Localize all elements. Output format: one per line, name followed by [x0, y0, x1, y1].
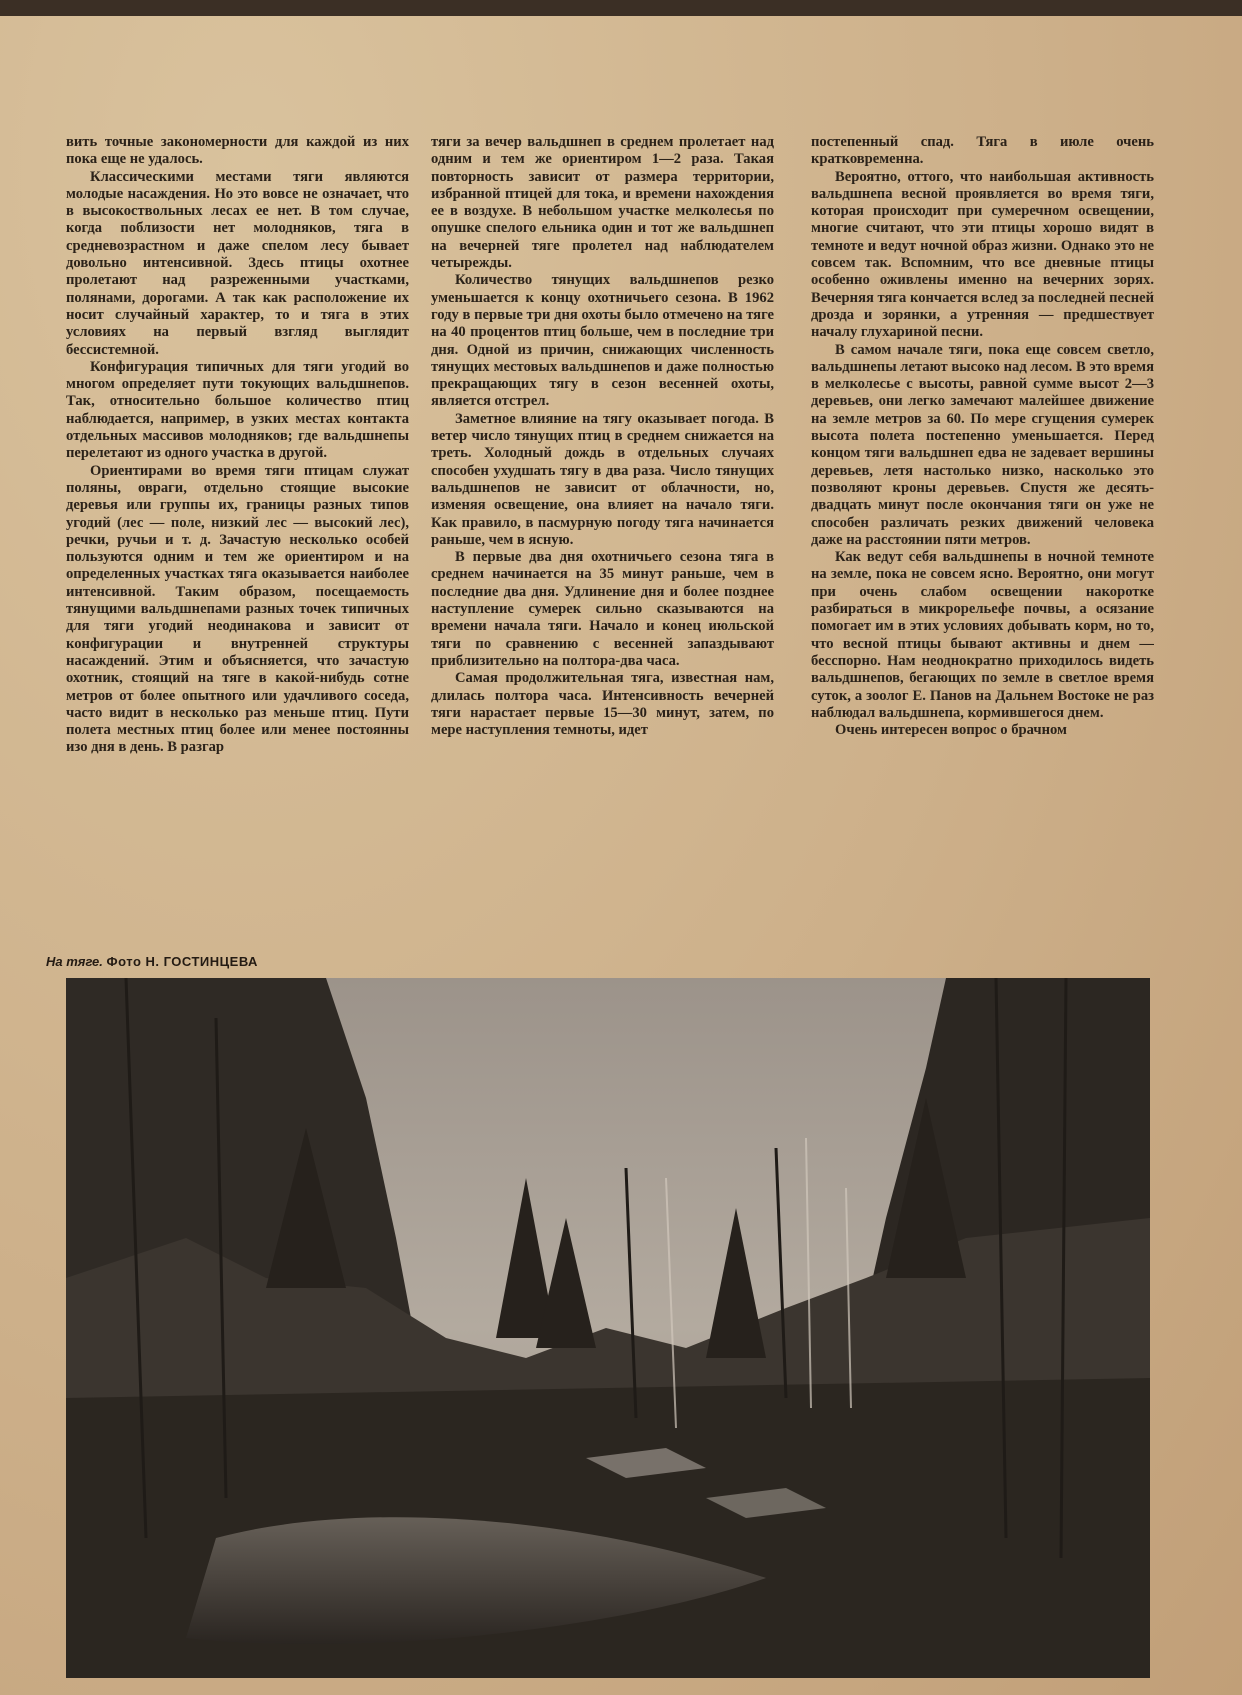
caption-credit: Фото Н. ГОСТИНЦЕВА: [106, 954, 258, 969]
paragraph: Ориентирами во время тяги птицам служат поляны, овраги, отдельно стоящие высокие деревья или группы их, границы разных типов угодий (лес — поле, низкий лес — высокий лес), речки, ручьи и т. д. Зачастую несколько особей пользуются одним и тем же ориентиром и на определенных участках тяга оказывается наиболее интенсивной. Таким образом, посещаемость тянущими вальдшнепами разных точек типичных для тяги угодий неодинакова и зависит от конфигурации и внутренней структуры насаждений. Этим и объясняется, что зачастую охотник, стоящий на тяге в какой-нибудь сотне метров от более опытного или удачливого соседа, часто видит в несколько раз меньше птиц. Пути полета местных птиц более или менее постоянны изо дня в день. В разгар: [66, 462, 409, 756]
paragraph: В первые два дня охотничьего сезона тяга в среднем начинается на 35 минут раньше, чем в последние два дня. Удлинение дня и более позднее наступление сумерек сильно сказываются на времени начала тяги. Начало и конец июльской тяги по сравнению с весенней запаздывают приблизительно на полтора-два часа.: [431, 549, 774, 669]
paragraph: вить точные закономерности для каждой из них пока еще не удалось.: [66, 134, 409, 168]
paragraph: Классическими местами тяги являются молодые насаждения. Но это вовсе не означает, что в высокоствольных лесах ее нет. В том случае, когда поблизости нет молодняков, тяга в средневозрастном и даже спелом лесу бывает довольно интенсивной. Здесь птицы охотнее пролетают над разреженными участками, полянами, дорогами. А так как расположение их носит случайный характер, то и тяга в этих условиях на первый взгляд выглядит бессистемной.: [66, 168, 409, 358]
article-column-1: [66, 134, 409, 934]
paragraph: Заметное влияние на тягу оказывает погода. В ветер число тянущих птиц в среднем снижается на треть. Холодный дождь в отдельных случаях способен ухудшать тягу в два раза. Число тянущих вальдшнепов не зависит от облачности, но, изменяя освещение, она влияет на начало тяги. Как правило, в пасмурную погоду тяга начинается раньше, чем в ясную.: [431, 410, 774, 548]
forest-photo: [66, 978, 1150, 1678]
paragraph: Очень интересен вопрос о брачном: [835, 722, 1067, 739]
paragraph: Количество тянущих вальдшнепов резко уменьшается к концу охотничьего сезона. В 1962 году в первые три дня охоты было отмечено на тяге на 40 процентов птиц больше, чем в последние три дня. Одной из причин, снижающих численность тянущих местовых вальдшнепов и даже полностью прекращающих тягу в сезон весенней охоты, является отстрел.: [431, 272, 774, 410]
paragraph: постепенный спад. Тяга в июле очень кратковременна.: [811, 134, 1154, 168]
forest-photo-image: [66, 978, 1150, 1678]
caption-label: На тяге.: [46, 954, 103, 969]
page-top-edge: [0, 0, 1242, 16]
article-column-3: [811, 134, 1154, 934]
photo-caption: [46, 954, 258, 969]
paragraph: Вероятно, оттого, что наибольшая активность вальдшнепа весной проявляется во время тяги, которая происходит при сумеречном освещении, многие считают, что эти птицы хорошо видят в темноте и ведут ночной образ жизни. Однако это не совсем так. Вспомним, что все дневные птицы особенно оживлены именно на вечерних зорях. Вечерняя тяга кончается вслед за последней песней дрозда и зорянки, а утренняя — предшествует началу глухариной песни.: [811, 168, 1154, 341]
paragraph: Конфигурация типичных для тяги угодий во многом определяет пути токующих вальдшнепов. Так, относительно большое количество птиц наблюдается, например, в узких местах контакта отдельных массивов молодняков; где вальдшнепы перелетают из одного участка в другой.: [66, 358, 409, 462]
paragraph: В самом начале тяги, пока еще совсем светло, вальдшнепы летают высоко над лесом. В это время в мелколесье с высоты, равной сумме высот 2—3 деревьев, они легко замечают малейшее движение на земле метров за 60. По мере сгущения сумерек высота полета постепенно уменьшается. Перед концом тяги вальдшнеп едва не задевает вершины деревьев, летя настолько низко, насколько это позволяют кроны деревьев. Спустя же десять-двадцать минут после окончания тяги он уже не способен различать резких движений человека даже на расстоянии пяти метров.: [811, 341, 1154, 548]
paragraph: Как ведут себя вальдшнепы в ночной темноте на земле, пока не совсем ясно. Вероятно, они могут при очень слабом освещении накоротке разбираться в микрорельефе почвы, а осязание помогает им в этих условиях добывать корм, но то, что весной птицы бывают активны и днем — бесспорно. Нам неоднократно приходилось видеть вальдшнепов, бегающих по земле в светлое время суток, а зоолог Е. Панов на Дальнем Востоке не раз наблюдал вальдшнепа, кормившегося днем.: [811, 549, 1154, 721]
paragraph: Самая продолжительная тяга, известная нам, длилась полтора часа. Интенсивность вечерней тяги нарастает первые 15—30 минут, затем, по мере наступления темноты, идет: [431, 670, 774, 739]
paragraph: тяги за вечер вальдшнеп в среднем пролетает над одним и тем же ориентиром 1—2 раза. Такая повторность зависит от размера территории, избранной птицей для тока, и времени нахождения ее в воздухе. В небольшом участке мелколесья по опушке спелого ельника один и тот же вальдшнеп на вечерней тяге пролетел над наблюдателем четырежды.: [431, 134, 774, 272]
article-column-2: [431, 134, 774, 934]
